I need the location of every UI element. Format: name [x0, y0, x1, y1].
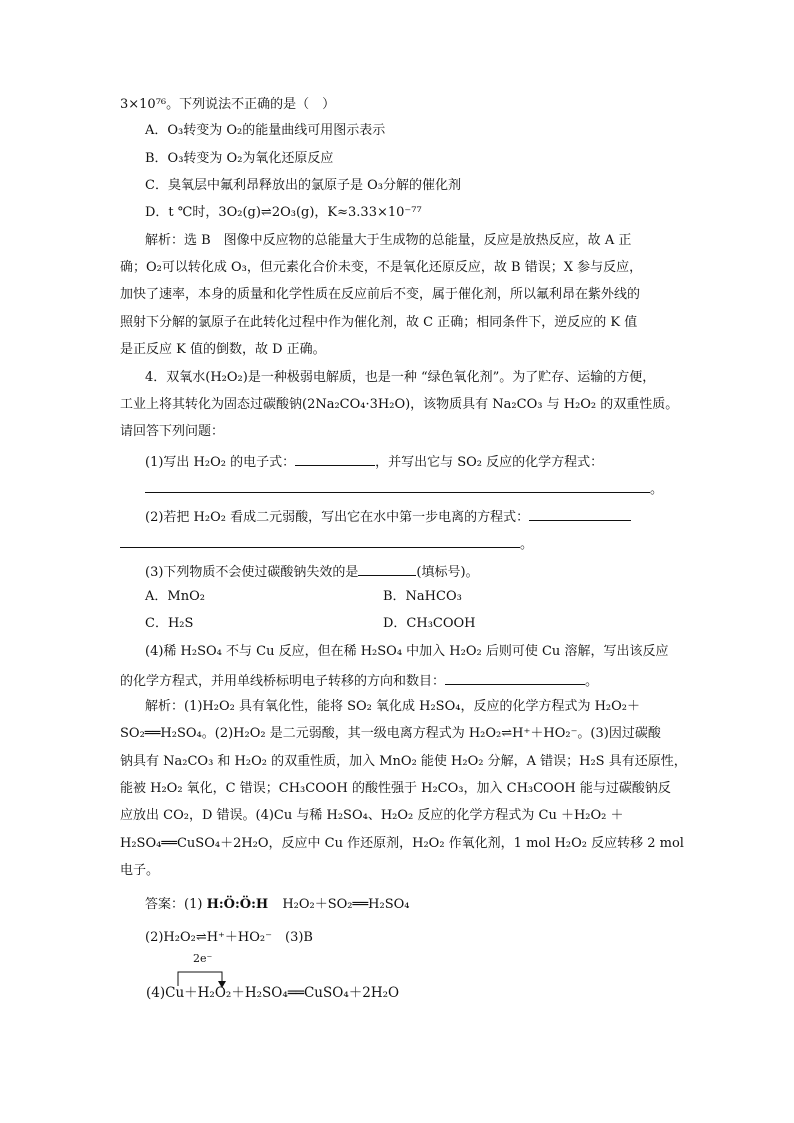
q4-part3-line: [145, 561, 479, 582]
q3-analysis-line: 解析：选 B 图像中反应物的总能量大于生成物的总能量，反应是放热反应，故 A 正: [145, 233, 632, 248]
q3-analysis-line: 照射下分解的氯原子在此转化过程中作为催化剂，故 C 正确；相同条件下，逆反应的 K 值: [120, 315, 638, 330]
q4-analysis-line: 电子。: [120, 863, 160, 878]
q4-stem-line: 工业上将其转化为固态过碳酸钠(2Na₂CO₄·3H₂O)，该物质具有 Na₂CO₃ 与 H₂O₂ 的双重性质。: [120, 397, 679, 412]
q4-part4-end: 。: [585, 674, 599, 689]
q4-part1-line2: [145, 478, 663, 499]
q4-analysis-line: 钠具有 Na₂CO₃ 和 H₂O₂ 的双重性质，加入 MnO₂ 能使 H₂O₂ 分解，A 错误；H₂S 具有还原性，: [120, 754, 687, 769]
answer-line-2: (2)H₂O₂⇌H⁺＋HO₂⁻ (3)B: [145, 930, 313, 945]
q4-part3-option-c: C．H₂S: [145, 616, 194, 631]
q4-part2-blank-1[interactable]: [529, 506, 631, 521]
q4-analysis-line: 能被 H₂O₂ 氧化，C 错误；CH₃COOH 的酸性强于 H₂CO₃，加入 CH₃COOH 能与过碳酸钠反: [120, 781, 671, 796]
q4-stem-line: 4．双氧水(H₂O₂)是一种极弱电解质，也是一种 “绿色氧化剂”。为了贮存、运输的方便，: [145, 370, 656, 385]
q4-analysis-line: H₂SO₄══CuSO₄＋2H₂O，反应中 Cu 作还原剂，H₂O₂ 作氧化剂，1 mol H₂O₂ 反应转移 2 mol: [120, 836, 684, 851]
q4-part1-blank-electron[interactable]: [295, 451, 375, 466]
q4-part3-blank[interactable]: [358, 561, 416, 576]
q4-part2-prompt: (2)若把 H₂O₂ 看成二元弱酸，写出它在水中第一步电离的方程式：: [145, 510, 530, 525]
q3-option-c: C．臭氧层中氟利昂释放出的氯原子是 O₃分解的催化剂: [145, 178, 461, 193]
q3-analysis-line: 是正反应 K 值的倒数，故 D 正确。: [120, 342, 326, 357]
q4-analysis-line: 应放出 CO₂，D 错误。(4)Cu 与稀 H₂SO₄、H₂O₂ 反应的化学方程式为 Cu ＋H₂O₂ ＋: [120, 808, 624, 823]
q4-analysis-line: SO₂══H₂SO₄。(2)H₂O₂ 是二元弱酸，其一级电离方程式为 H₂O₂⇌H⁺＋HO₂⁻。(3)因过碳酸: [120, 726, 661, 741]
q4-part4-prompt: 的化学方程式，并用单线桥标明电子转移的方向和数目：: [120, 674, 446, 689]
electron-transfer-diagram: [146, 950, 490, 1010]
q4-part1-prompt-2: ，并写出它与 SO₂ 反应的化学方程式：: [375, 455, 604, 470]
q4-part1-line: [145, 451, 603, 472]
q4-stem-line: 请回答下列问题：: [120, 424, 225, 439]
q4-part3-option-d: D．CH₃COOH: [383, 616, 476, 631]
q4-part3-prompt-2: (填标号)。: [416, 565, 479, 580]
answer-label: 答案：(1): [145, 897, 203, 912]
q4-part4-line: (4)稀 H₂SO₄ 不与 Cu 反应，但在稀 H₂SO₄ 中加入 H₂O₂ 后则可使 Cu 溶解，写出该反应: [145, 644, 669, 659]
answer-line-1: [145, 896, 410, 914]
q4-part4-blank[interactable]: [445, 670, 585, 685]
electron-count-label: 2e⁻: [193, 952, 213, 965]
q3-stem-tail: 3×10⁷⁶。下列说法不正确的是（ ）: [120, 97, 336, 112]
answer-equation-1: H₂O₂＋SO₂══H₂SO₄: [282, 897, 410, 912]
answer-4-label: (4): [146, 985, 166, 1001]
q4-part2-blank-2[interactable]: [120, 533, 520, 548]
q3-option-b: B．O₃转变为 O₂为氧化还原反应: [145, 151, 334, 166]
q4-part2-line: [145, 506, 631, 527]
q3-option-d: D．t ℃时，3O₂(g)⇌2O₃(g)，K≈3.33×10⁻⁷⁷: [145, 205, 422, 220]
q4-part1-blank-equation[interactable]: [145, 478, 650, 493]
answer-4-equation: Cu＋H₂O₂＋H₂SO₄══CuSO₄＋2H₂O: [165, 985, 400, 1001]
q4-part1-prompt: (1)写出 H₂O₂ 的电子式：: [145, 455, 296, 470]
q4-part1-end: 。: [650, 482, 664, 497]
q3-analysis-line: 加快了速率，本身的质量和化学性质在反应前后不变，属于催化剂，所以氟利昂在紫外线的: [120, 287, 641, 302]
q3-analysis-line: 确；O₂可以转化成 O₃，但元素化合价未变，不是氧化还原反应，故 B 错误；X 参与反应，: [120, 260, 643, 275]
q3-option-a: A．O₃转变为 O₂的能量曲线可用图示表示: [145, 123, 386, 138]
q4-part2-end: 。: [520, 537, 534, 552]
q4-part3-option-b: B．NaHCO₃: [383, 589, 462, 604]
q4-analysis-line: 解析：(1)H₂O₂ 具有氧化性，能将 SO₂ 氧化成 H₂SO₄，反应的化学方程式为 H₂O₂＋: [145, 699, 641, 714]
q4-part2-line2: [120, 533, 533, 554]
q4-part3-prompt: (3)下列物质不会使过碳酸钠失效的是: [145, 565, 359, 580]
q4-part3-option-a: A．MnO₂: [145, 589, 205, 604]
q4-part4-line2: [120, 670, 598, 691]
answer-4-line: [146, 984, 399, 1002]
h2o2-electron-formula: H:Ö:Ö:H: [206, 897, 269, 912]
